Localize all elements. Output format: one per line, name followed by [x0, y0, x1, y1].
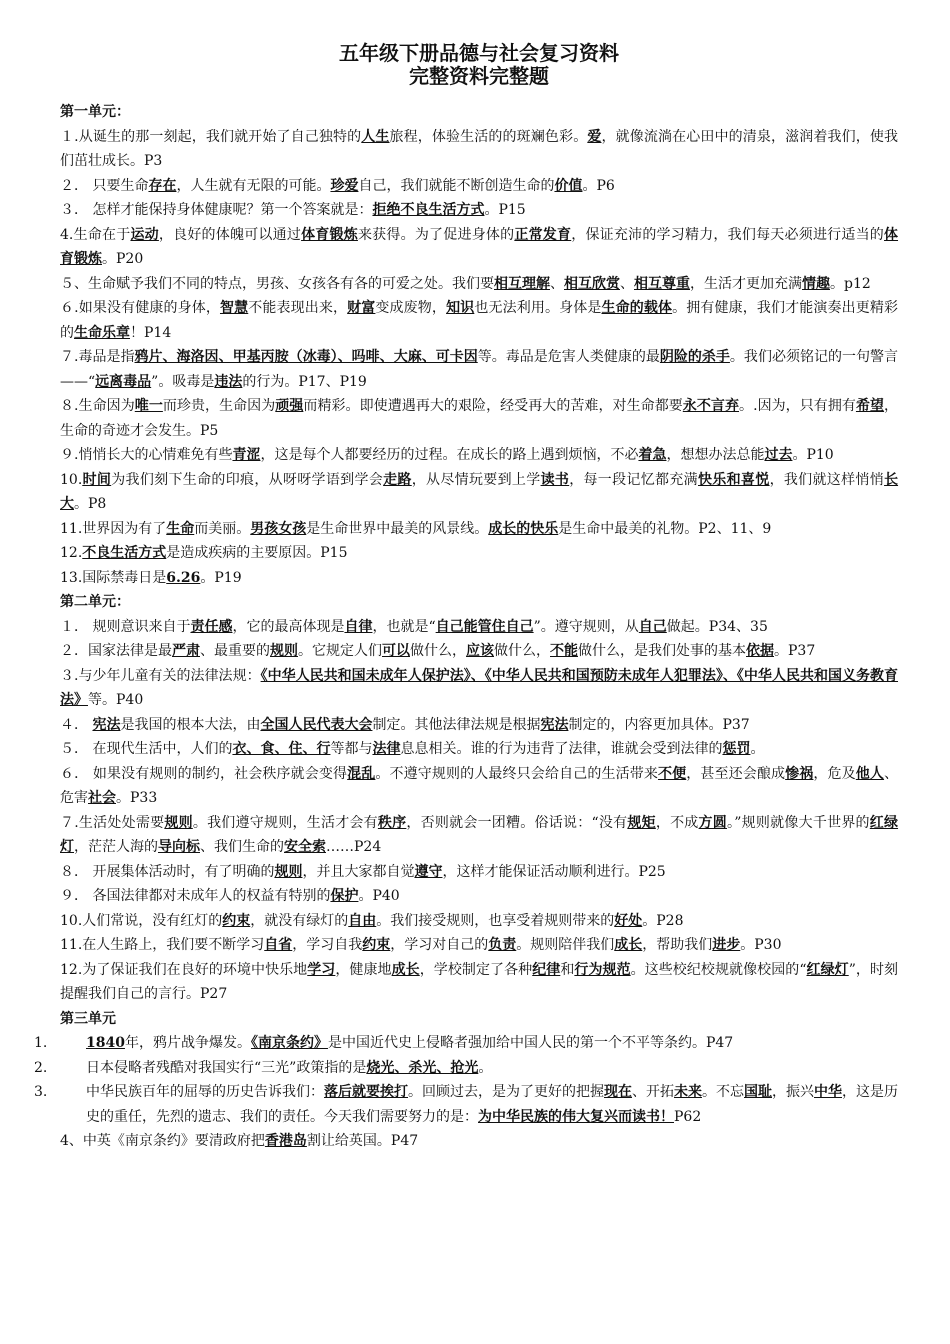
keyword-underlined: 混乱	[347, 765, 376, 782]
list-number: 3.	[34, 1084, 48, 1100]
text-run: ９． 各国法律都对未成年人的权益有特别的	[60, 888, 331, 904]
list-item	[60, 443, 898, 468]
text-run: 。P20	[102, 251, 144, 267]
keyword-underlined: 相互尊重	[634, 275, 690, 292]
list-item	[60, 566, 898, 591]
keyword-underlined: 唯一	[134, 398, 163, 414]
keyword-underlined: 保护	[330, 888, 359, 904]
text-run: 。不忘	[702, 1084, 744, 1100]
text-run: ，生活才更加充满	[690, 275, 802, 292]
text-run: 做起。P34、35	[666, 618, 768, 635]
keyword-underlined: 1840	[86, 1035, 125, 1051]
text-run: ，学习自我	[292, 937, 363, 953]
text-run: ，这是每个人都要经历的过程。在成长的路上遇到烦恼，不必	[260, 447, 639, 463]
keyword-underlined: 6.26	[166, 569, 201, 586]
text-run: ，就像流淌在心田中的清泉，滋润着我们，使我们茁壮成长。P3	[60, 128, 899, 169]
text-run: 4、中英《南京条约》要清政府把	[60, 1133, 265, 1149]
list-item	[60, 884, 898, 909]
text-run: 12.为了保证我们在良好的环境中快乐地	[60, 961, 308, 978]
text-run: ７.生活处处需要	[60, 814, 165, 831]
text-run: 变成废物，	[375, 300, 447, 316]
text-run: ，不成	[655, 814, 699, 831]
text-run: ，就没有绿灯的	[250, 912, 349, 929]
keyword-underlined: 全国人民代表大会	[260, 716, 373, 733]
list-item	[34, 1080, 898, 1129]
text-run: ，保证充沛的学习精力，我们每天必须进行适当的	[571, 226, 885, 243]
keyword-underlined: 责任感	[190, 618, 233, 635]
text-run: ９.悄悄长大的心情难免有些	[60, 447, 233, 463]
list-item	[60, 811, 898, 860]
list-item	[60, 394, 898, 443]
keyword-underlined: 走路	[383, 471, 412, 488]
text-run: ，从尽情玩要到上学	[411, 471, 541, 488]
text-run: 。P40	[358, 888, 400, 904]
text-run: 等。P40	[88, 692, 144, 708]
keyword-underlined: 生命乐章	[74, 324, 130, 341]
keyword-underlined: 学习	[307, 961, 336, 978]
text-run: ，帮助我们	[642, 937, 713, 953]
keyword-underlined: 红绿灯	[60, 814, 899, 855]
keyword-underlined: 方圆	[698, 814, 728, 831]
text-run: 。P15	[484, 202, 526, 218]
keyword-underlined: 约束	[362, 937, 391, 953]
keyword-underlined: 现在	[604, 1084, 632, 1100]
text-run: １.从诞生的那一刻起，我们就开始了自己独特的	[60, 128, 362, 145]
keyword-underlined: 知识	[446, 300, 475, 316]
text-run: 。我们必须铭记的一句警言——“	[60, 349, 899, 390]
text-run: ”，时刻提醒我们自己的言行。P27	[60, 961, 899, 1002]
keyword-underlined: 情趣	[802, 275, 830, 292]
keyword-underlined: 违法	[214, 373, 243, 390]
list-item	[60, 468, 898, 517]
text-run: ，甚至还会酿成	[686, 765, 786, 782]
text-run: ……P24	[326, 839, 382, 855]
text-run: 、开拓	[632, 1084, 674, 1100]
keyword-underlined: 自由	[348, 912, 377, 929]
text-run: 13.国际禁毒日是	[60, 569, 167, 586]
text-run: ６.如果没有健康的身体，	[60, 300, 220, 316]
text-run: 是造成疾病的主要原因。P15	[166, 545, 348, 561]
keyword-underlined: 体育锻炼	[60, 226, 899, 267]
text-run: 。规则陪伴我们	[516, 937, 615, 953]
keyword-underlined: 人生	[361, 128, 390, 145]
text-run: 。这些校纪校规就像校园的“	[630, 961, 807, 978]
list-item	[60, 713, 898, 738]
text-run: 。回顾过去，是为了更好的把握	[408, 1084, 604, 1100]
text-run: 。它规定人们	[298, 643, 382, 659]
keyword-underlined: 不能	[550, 643, 578, 659]
keyword-underlined: 落后就要挨打	[324, 1084, 408, 1100]
text-run: 。P33	[116, 790, 158, 806]
list-item	[60, 223, 898, 272]
keyword-underlined: 未来	[674, 1084, 702, 1100]
text-run: ，人生就有无限的可能。	[176, 177, 331, 194]
text-run: 也无法利用。身体是	[474, 300, 602, 316]
text-run: 而精彩。即使遭遇再大的艰险，经受再大的苦难，对生命都要	[303, 398, 683, 414]
list-item	[60, 762, 898, 811]
text-run: ，想想办法总能	[666, 447, 765, 463]
list-item	[60, 664, 898, 713]
list-item	[60, 737, 898, 762]
text-run: ５、生命赋予我们不同的特点，男孩、女孩各有各的可爱之处。我们要	[60, 275, 494, 292]
keyword-underlined: 应该	[466, 643, 494, 659]
text-run: 而美丽。	[194, 520, 251, 537]
text-run: ，生命的奇迹才会发生。P5	[60, 398, 899, 439]
text-run: 。	[750, 741, 765, 757]
keyword-underlined: 成长	[391, 961, 420, 978]
keyword-underlined: 好处	[614, 912, 643, 929]
text-run: ，学校制定了各种	[419, 961, 533, 978]
text-run: 做什么，	[410, 643, 466, 659]
keyword-underlined: 遵守	[414, 863, 443, 880]
keyword-underlined: 可以	[382, 643, 410, 659]
list-number: 2.	[34, 1059, 48, 1076]
keyword-underlined: 严肃	[172, 643, 200, 659]
keyword-underlined: 爱	[587, 128, 602, 145]
text-run: 、危害	[60, 765, 899, 806]
keyword-underlined: 约束	[222, 912, 251, 929]
text-run: 中华民族百年的屈辱的历史告诉我们：	[86, 1084, 324, 1100]
keyword-underlined: 秩序	[377, 814, 407, 831]
keyword-underlined: 过去	[764, 447, 793, 463]
keyword-underlined: 宪法	[540, 716, 569, 733]
text-run: 而珍贵，生命因为	[162, 398, 276, 414]
text-run: 是生命中最美的礼物。P2、11、9	[558, 520, 772, 537]
text-run: 做什么，	[494, 643, 550, 659]
list-item	[60, 958, 898, 1007]
text-run: ，否则就会一团糟。俗话说：“没有	[406, 814, 628, 831]
text-run: ４．	[60, 716, 93, 733]
text-run: 。我们接受规则，也享受着规则带来的	[376, 912, 615, 929]
list-item	[34, 1056, 898, 1081]
text-run: 的行为。P17、P19	[242, 373, 367, 390]
keyword-underlined: 行为规范	[574, 961, 631, 978]
list-item	[60, 639, 898, 664]
text-run: ，危及	[813, 765, 856, 782]
text-run: １． 规则意识来自于	[60, 618, 191, 635]
text-run: 割让给英国。P47	[306, 1133, 419, 1149]
text-run: ，我们就这样悄悄	[769, 471, 885, 488]
text-run: ，健康地	[335, 961, 392, 978]
keyword-underlined: 规则	[270, 643, 298, 659]
text-run: ，也就是“	[372, 618, 436, 635]
text-run: ７.毒品是指	[60, 349, 135, 365]
keyword-underlined: 成长的快乐	[488, 520, 559, 537]
text-run: ８． 开展集体活动时，有了明确的	[60, 863, 275, 880]
keyword-underlined: 希望	[855, 398, 885, 414]
keyword-underlined: 香港岛	[264, 1133, 307, 1149]
text-run: ，这是历史的重任，先烈的遗志、我们的责任。今天我们需要努力的是：	[86, 1084, 898, 1125]
keyword-underlined: 价值	[554, 177, 583, 194]
keyword-underlined: 男孩女孩	[250, 520, 307, 537]
list-item	[60, 345, 898, 394]
text-run: 是中国近代史上侵略者强加给中国人民的第一个不平等条约。P47	[327, 1035, 734, 1051]
text-run: 、	[620, 275, 634, 292]
keyword-underlined: 进步	[712, 937, 741, 953]
keyword-underlined: 成长	[614, 937, 643, 953]
text-run: 、我们生命的	[200, 839, 284, 855]
text-run: 。.因为，只有拥有	[739, 398, 856, 414]
keyword-underlined: 阴险的杀手	[659, 349, 730, 365]
keyword-underlined: 中华	[814, 1084, 842, 1100]
text-run: 11.世界因为有了	[60, 520, 167, 537]
keyword-underlined: 相互欣赏	[564, 275, 620, 292]
keyword-underlined: 红绿灯	[806, 961, 849, 978]
text-run: ，振兴	[772, 1084, 814, 1100]
keyword-underlined: 自省	[264, 937, 293, 953]
keyword-underlined: 长大	[60, 471, 899, 512]
list-item	[60, 272, 898, 297]
keyword-underlined: 青涩	[232, 447, 261, 463]
keyword-underlined: 珍爱	[330, 177, 359, 194]
text-run: 是我国的根本大法，由	[120, 716, 261, 733]
keyword-underlined: 不良生活方式	[82, 545, 167, 561]
text-run: 制定。其他法律法规是根据	[372, 716, 541, 733]
text-run: 、	[550, 275, 564, 292]
text-run: 是生命世界中最美的风景线。	[306, 520, 489, 537]
keyword-underlined: 惨祸	[785, 765, 814, 782]
text-run: P62	[674, 1108, 702, 1125]
keyword-underlined: 衣、食、住、行	[232, 741, 331, 757]
keyword-underlined: 拒绝不良生活方式	[372, 202, 485, 218]
document-title	[60, 42, 898, 88]
text-run: 等。毒品是危害人类健康的最	[477, 349, 660, 365]
keyword-underlined: 时间	[82, 471, 112, 488]
text-run: 自己，我们就能不断创造生命的	[358, 177, 555, 194]
text-run: 。不遵守规则的人最终只会给自己的生活带来	[375, 765, 658, 782]
keyword-underlined: 读书	[540, 471, 570, 488]
keyword-underlined: 顽强	[275, 398, 304, 414]
keyword-underlined: 《南京条约》	[250, 1035, 328, 1051]
list-item	[60, 198, 898, 223]
text-run: 12.	[60, 545, 83, 561]
text-run: 。	[478, 1059, 493, 1076]
keyword-underlined: 法律	[372, 741, 401, 757]
keyword-underlined: 规则	[274, 863, 303, 880]
text-run: ８.生命因为	[60, 398, 135, 414]
text-run: ２．国家法律是最	[60, 643, 172, 659]
keyword-underlined: 生命的载体	[601, 300, 673, 316]
unit3-heading: 第三单元	[60, 1010, 116, 1027]
keyword-underlined: 着急	[638, 447, 667, 463]
list-item	[60, 615, 898, 640]
text-run: 等都与	[330, 741, 373, 757]
text-run: 。P30	[740, 937, 782, 953]
unit2-list	[60, 615, 898, 1007]
text-run: ３.与少年儿童有关的法律法规：	[60, 667, 261, 684]
keyword-underlined: 生命	[166, 520, 195, 537]
text-run: ，它的最高体现是	[232, 618, 345, 635]
keyword-underlined: 自己	[638, 618, 667, 635]
text-run: 10.人们常说，没有红灯的	[60, 912, 223, 929]
unit3-last-item	[60, 1129, 898, 1154]
text-run: 。P19	[200, 569, 242, 586]
list-item	[60, 909, 898, 934]
text-run: 息息相关。谁的行为违背了法律，谁就会受到法律的	[400, 741, 723, 757]
text-run: 制定的，内容更加具体。P37	[568, 716, 750, 733]
keyword-underlined: 不便	[657, 765, 687, 782]
text-run: 和	[560, 961, 575, 978]
text-run: ！P14	[130, 324, 172, 341]
keyword-underlined: 体育锻炼	[301, 226, 358, 243]
keyword-underlined: 国耻	[744, 1084, 772, 1100]
text-run: 。P10	[792, 447, 834, 463]
keyword-underlined: 社会	[88, 790, 116, 806]
keyword-underlined: 惩罚	[722, 741, 751, 757]
unit1-heading: 第一单元：	[60, 104, 130, 120]
text-run: 4.生命在于	[60, 226, 131, 243]
text-run: ６． 如果没有规则的制约，社会秩序就会变得	[60, 765, 348, 782]
title-line-1: 五年级下册品德与社会复习资料	[339, 41, 619, 65]
keyword-underlined: 运动	[130, 226, 159, 243]
text-run: ５． 在现代生活中，人们的	[60, 741, 233, 757]
text-run: 来获得。为了促进身体的	[357, 226, 515, 243]
keyword-underlined: 宪法	[92, 716, 121, 733]
keyword-underlined: 安全索	[284, 839, 326, 855]
keyword-underlined: 为中华民族的伟大复兴而读书！	[478, 1108, 674, 1125]
text-run: 。P6	[582, 177, 615, 194]
keyword-underlined: 他人	[855, 765, 885, 782]
text-run: 、最重要的	[200, 643, 270, 659]
unit2-heading: 第二单元：	[60, 594, 130, 610]
keyword-underlined: 相互理解	[494, 275, 550, 292]
text-run: ３． 怎样才能保持身体健康呢？第一个答案就是：	[60, 202, 373, 218]
list-item	[60, 860, 898, 885]
keyword-underlined: 烧光、杀光、抢光	[366, 1059, 479, 1076]
keyword-underlined: 规则	[164, 814, 193, 831]
keyword-underlined: 正常发育	[514, 226, 572, 243]
text-run: 。拥有健康，我们才能演奏出更精彩的	[60, 300, 899, 341]
text-run: ，茫茫人海的	[74, 839, 158, 855]
keyword-underlined: 依据	[746, 643, 774, 659]
keyword-underlined: 存在	[148, 177, 177, 194]
document-page	[34, 41, 899, 1154]
text-run: 。P8	[74, 496, 107, 512]
list-item	[60, 125, 898, 174]
text-run: 旅程，体验生活的的斑斓色彩。	[389, 128, 588, 145]
keyword-underlined: 负责	[488, 937, 517, 953]
text-run: 10.	[60, 471, 83, 488]
unit1-list	[60, 125, 898, 591]
list-item	[60, 174, 898, 199]
list-item	[60, 296, 898, 345]
text-run: ，每一段记忆都充满	[569, 471, 698, 488]
list-item	[60, 933, 898, 958]
text-run: 做什么，是我们处事的基本	[578, 643, 746, 659]
keyword-underlined: 自己能管住自己	[435, 618, 534, 635]
text-run: ２． 只要生命	[60, 177, 149, 194]
text-run: 。p12	[830, 275, 871, 292]
keyword-underlined: 远离毒品	[95, 373, 152, 390]
unit3-list	[34, 1031, 898, 1129]
keyword-underlined: 规矩	[627, 814, 656, 831]
list-item	[60, 541, 898, 566]
list-item	[34, 1031, 898, 1056]
text-run: 。”规则就像大千世界的	[727, 814, 870, 831]
keyword-underlined: 快乐和喜悦	[698, 471, 770, 488]
text-run: ，学习对自己的	[390, 937, 489, 953]
keyword-underlined: 鸦片、海洛因、甲基丙胺（冰毒）、吗啡、大麻、可卡因	[134, 349, 478, 365]
text-run: ，良好的体魄可以通过	[158, 226, 302, 243]
text-run: 11.在人生路上，我们要不断学习	[60, 937, 265, 953]
text-run: 。P28	[642, 912, 684, 929]
keyword-underlined: 财富	[347, 300, 376, 316]
keyword-underlined: 《中华人民共和国未成年人保护法》、《中华人民共和国预防未成年人犯罪法》、《中华人民共和国义务教育法》	[60, 667, 899, 708]
list-item	[60, 517, 898, 542]
text-run: 。P37	[774, 643, 816, 659]
text-run: 不能表现出来，	[248, 300, 348, 316]
text-run: ，这样才能保证活动顺利进行。P25	[442, 863, 666, 880]
text-run: ”。遵守规则，从	[533, 618, 639, 635]
text-run: 。我们遵守规则，生活才会有	[192, 814, 378, 831]
text-run: 年，鸦片战争爆发。	[124, 1035, 251, 1051]
text-run: ，并且大家都自觉	[302, 863, 415, 880]
text-run: ”。吸毒是	[151, 373, 215, 390]
keyword-underlined: 纪律	[532, 961, 561, 978]
keyword-underlined: 导向标	[158, 839, 200, 855]
text-run: 日本侵略者残酷对我国实行“三光”政策指的是	[86, 1059, 367, 1076]
keyword-underlined: 智慧	[219, 300, 249, 316]
keyword-underlined: 自律	[344, 618, 373, 635]
text-run: 为我们刻下生命的印痕，从呀呀学语到学会	[111, 471, 384, 488]
list-number: 1.	[34, 1035, 48, 1051]
keyword-underlined: 永不言弃	[682, 398, 740, 414]
title-line-2: 完整资料完整题	[409, 64, 549, 88]
